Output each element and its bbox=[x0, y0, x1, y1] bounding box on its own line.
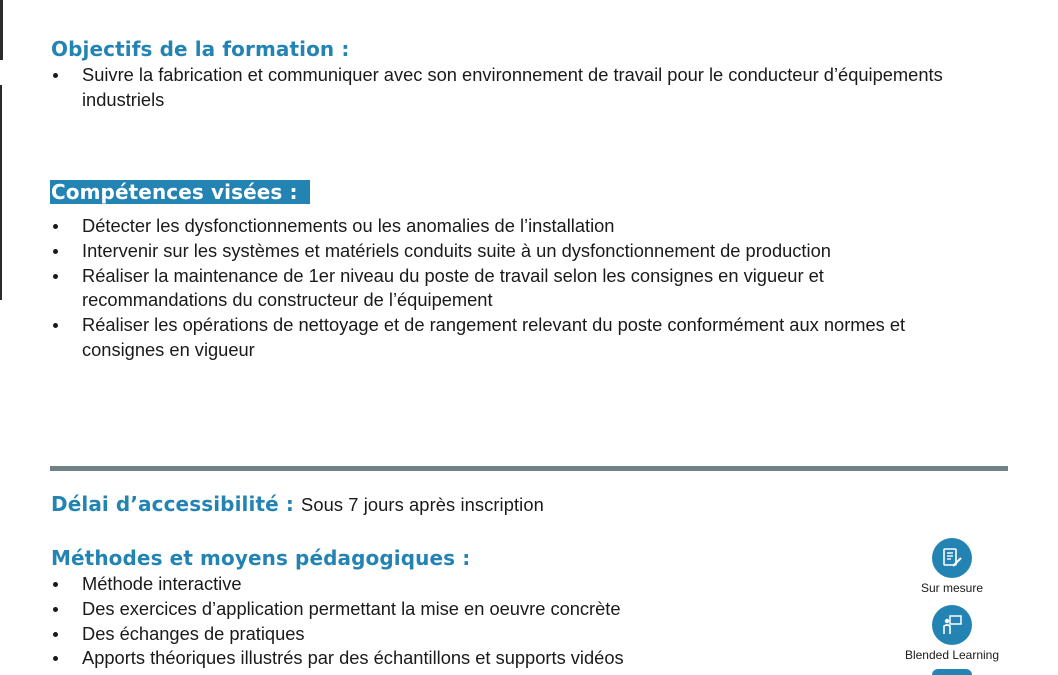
list-item bbox=[51, 264, 971, 314]
list-item-text: Des échanges de pratiques bbox=[82, 622, 305, 644]
bullet-icon bbox=[53, 656, 58, 661]
list-item bbox=[51, 572, 871, 597]
list-item bbox=[51, 239, 971, 264]
list-item bbox=[51, 622, 871, 647]
list-item-text: Suivre la fabrication et communiquer avec son environnement de travail pour le conducteur d’équipements industriels bbox=[82, 64, 943, 110]
blended-learning-badge bbox=[892, 605, 1012, 662]
bullet-icon bbox=[53, 632, 58, 637]
list-item-text: Intervenir sur les systèmes et matériels conduits suite à un dysfonctionnement de production bbox=[82, 239, 831, 261]
bullet-icon bbox=[53, 582, 58, 587]
person-screen-icon bbox=[932, 605, 972, 645]
competences-list bbox=[51, 214, 971, 363]
list-item bbox=[51, 214, 971, 239]
list-item-text: Apports théoriques illustrés par des échantillons et supports vidéos bbox=[82, 647, 624, 669]
objectifs-heading: Objectifs de la formation : bbox=[51, 37, 350, 61]
list-item-text: Réaliser les opérations de nettoyage et de rangement relevant du poste conformément aux normes et consignes en vigueur bbox=[82, 314, 906, 360]
document-pen-icon bbox=[932, 538, 972, 578]
bullet-icon bbox=[53, 73, 58, 78]
list-item-text: Réaliser la maintenance de 1er niveau du poste de travail selon les consignes en vigueur et recommandations du constructeur de l’équipement bbox=[82, 264, 824, 311]
section-divider bbox=[50, 466, 1008, 471]
bullet-icon bbox=[53, 274, 58, 279]
delai-value: Sous 7 jours après inscription bbox=[301, 494, 544, 515]
competences-heading: Compétences visées : bbox=[50, 180, 310, 204]
list-item-text: Méthode interactive bbox=[82, 573, 242, 594]
bullet-icon bbox=[53, 249, 58, 254]
badge-circle-icon bbox=[932, 669, 972, 675]
partial-badge bbox=[892, 669, 1012, 675]
list-item-text: Des exercices d’application permettant la mise en oeuvre concrète bbox=[82, 597, 621, 619]
list-item bbox=[51, 597, 871, 622]
objectifs-list bbox=[51, 63, 961, 113]
methodes-list bbox=[51, 572, 871, 671]
left-margin-rule bbox=[0, 0, 3, 60]
list-item bbox=[51, 313, 971, 363]
delai-line bbox=[51, 492, 544, 516]
bullet-icon bbox=[53, 323, 58, 328]
sur-mesure-badge bbox=[892, 538, 1012, 595]
methodes-heading: Méthodes et moyens pédagogiques : bbox=[51, 546, 471, 570]
badge-label: Blended Learning bbox=[904, 648, 1000, 662]
bullet-icon bbox=[53, 607, 58, 612]
list-item bbox=[51, 646, 871, 671]
badge-label: Sur mesure bbox=[920, 581, 984, 595]
list-item bbox=[51, 63, 961, 113]
bullet-icon bbox=[53, 224, 58, 229]
list-item-text: Détecter les dysfonctionnements ou les anomalies de l’installation bbox=[82, 215, 615, 236]
delai-label: Délai d’accessibilité : bbox=[51, 492, 294, 516]
left-margin-rule bbox=[0, 85, 2, 300]
